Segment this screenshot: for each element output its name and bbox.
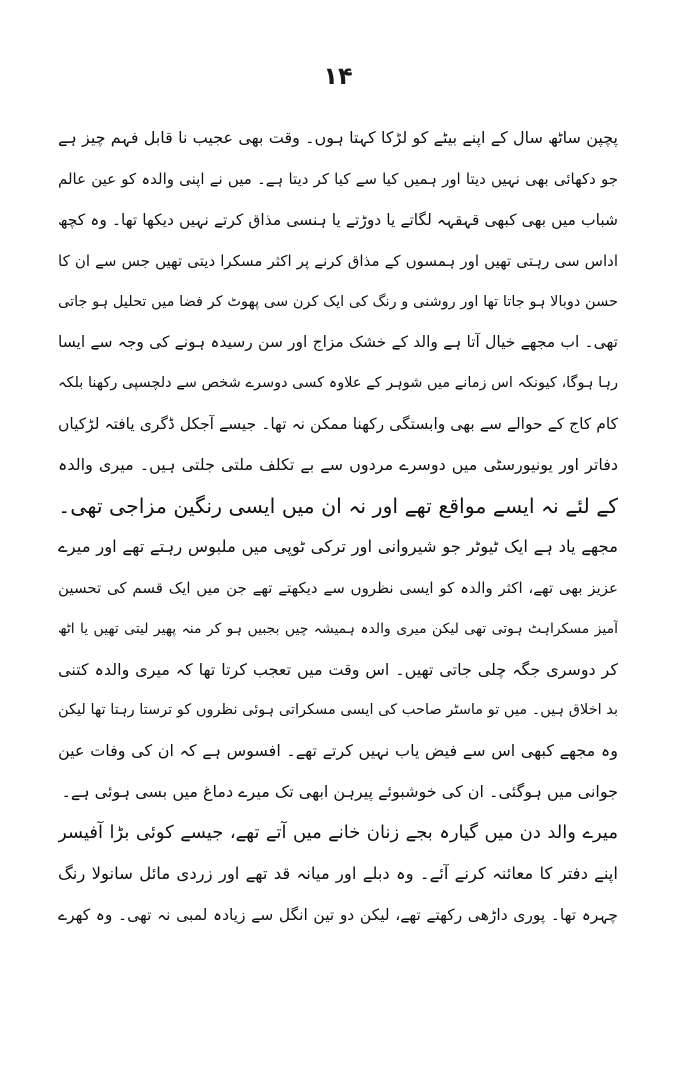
text-line: جو دکھائی بھی نہیں دیتا اور ہمیں کیا سے کیا کر دیتا ہے۔ میں نے اپنی والدہ کو عین عالم [58,169,618,188]
text-line: میرے والد دن میں گیارہ بجے زنان خانے میں آتے تھے، جیسے کوئی بڑا آفیسر [58,822,618,844]
text-line: حسن دوبالا ہو جاتا تھا اور روشنی و رنگ کی ایک کرن سی پھوٹ کر فضا میں تحلیل ہو جاتی [58,293,618,310]
text-line: وہ مجھے کبھی اس سے فیض یاب نہیں کرتے تھے۔ افسوس ہے کہ ان کی وفات عین [58,741,618,761]
text-line: شباب میں بھی کبھی قہقہہ لگاتے یا دوڑتے یا ہنسی مذاق کرتے نہیں دیکھا تھا۔ وہ کچھ [58,210,618,229]
text-line: عزیز بھی تھے، اکثر والدہ کو ایسی نظروں سے دیکھتے تھے جن میں ایک قسم کی تحسین [58,578,618,597]
text-line: تھی۔ اب مجھے خیال آتا ہے والد کے خشک مزاج اور سن رسیدہ ہونے کی وجہ سے ایسا [58,333,618,352]
paragraph-end-line: جوانی میں ہوگئی۔ ان کی خوشبوئے پیرہن ابھی تک میرے دماغ میں بسی ہوئی ہے۔ [61,782,618,802]
text-line: کام کاج کے حوالے سے بھی وابستگی رکھنا ممکن نہ تھا۔ جیسے آجکل ڈگری یافتہ لڑکیاں [58,415,618,434]
text-line: دفاتر اور یونیورسٹی میں دوسرے مردوں سے بے تکلف ملتی جلتی ہیں۔ میری والدہ [58,455,618,475]
text-line: رہا ہوگا، کیونکہ اس زمانے میں شوہر کے علاوہ کسی دوسرے شخص سے دلچسپی رکھنا بلکہ [58,375,618,392]
paragraph-end-line: کے لئے نہ ایسے مواقع تھے اور نہ ان میں ایسی رنگین مزاجی تھی۔ [58,494,618,519]
text-line: مجھے یاد ہے ایک ٹیوٹر جو شیروانی اور ترکی ٹوپی میں ملبوس رہتے تھے اور میرے [58,536,618,556]
text-line: آمیز مسکراہٹ ہوتی تھی لیکن میری والدہ ہمیشہ چیں بجبیں ہو کر منہ پھیر لیتی تھیں یا اٹھ [58,620,618,637]
text-line: پچپن ساٹھ سال کے اپنے بیٹے کو لڑکا کہتا ہوں۔ وقت بھی عجیب نا قابل فہم چیز ہے [58,128,618,147]
text-line: کر دوسری جگہ چلی جاتی تھیں۔ اس وقت میں تعجب کرتا تھا کہ میری والدہ کتنی [58,659,618,679]
text-line: اپنے دفتر کا معائنہ کرنے آئے۔ وہ دبلے اور میانہ قد تھے اور زردی مائل سانولا رنگ [58,864,618,884]
text-line: اداس سی رہتی تھیں اور ہمسوں کے مذاق کرنے پر اکثر مسکرا دیتی تھیں جس سے ان کا [58,251,618,270]
urdu-text-block [58,118,618,936]
page-number: ١۴ [323,62,353,90]
text-line: بد اخلاق ہیں۔ میں تو ماسٹر صاحب کی ایسی مسکراتی ہوئی نظروں کو ترستا رہتا تھا لیکن [58,702,618,719]
text-line: چہرہ تھا۔ پوری داڑھی رکھتے تھے، لیکن دو تین انگل سے زیادہ لمبی نہ تھی۔ وہ کھرے [58,905,618,924]
